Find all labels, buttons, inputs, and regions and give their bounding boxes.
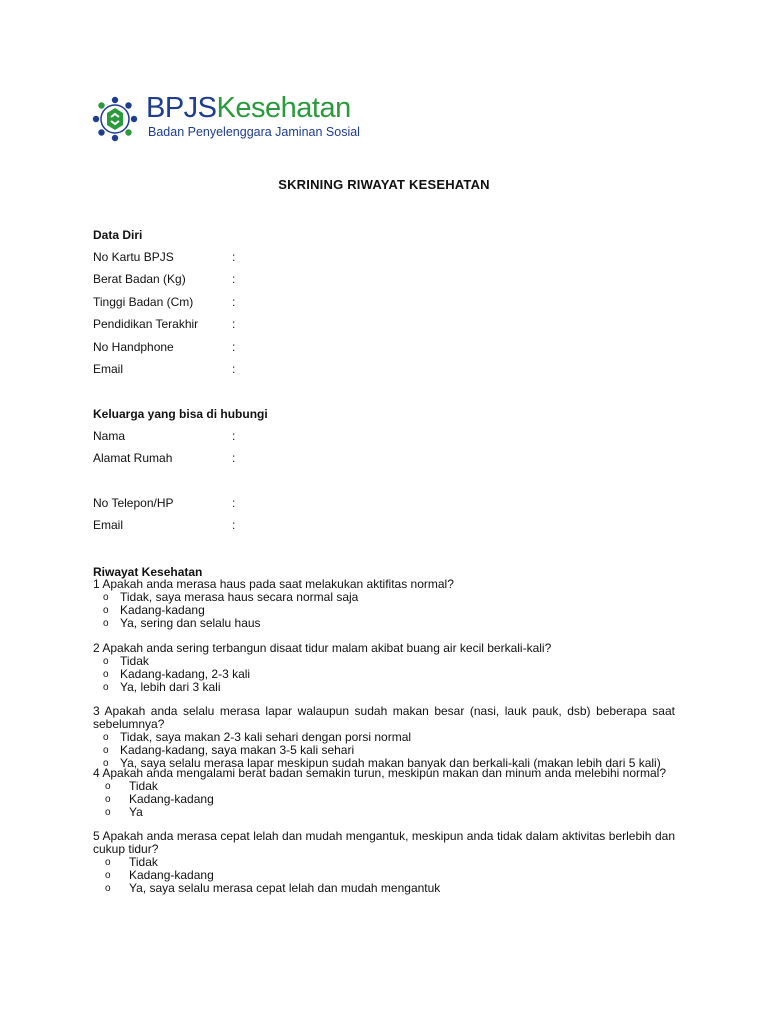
field-colon: : [232, 451, 236, 465]
field-label-alamat: Alamat Rumah [93, 451, 173, 465]
option-bullet: o [105, 807, 111, 818]
question-3-option-1: Tidak, saya makan 2-3 kali sehari dengan porsi normal [120, 730, 412, 744]
field-colon: : [232, 295, 236, 309]
question-4: 4 Apakah anda mengalami berat badan semakin turun, meskipun makan dan minum anda melebihi normal? [93, 766, 667, 780]
question-5: 5 Apakah anda merasa cepat lelah dan mudah mengantuk, meskipun anda tidak dalam aktivitas berlebih dan cukup tidur? [93, 829, 675, 856]
field-label-handphone: No Handphone [93, 340, 174, 354]
field-label-pendidikan: Pendidikan Terakhir [93, 317, 199, 331]
document-title: SKRINING RIWAYAT KESEHATAN [278, 177, 490, 192]
field-colon: : [232, 340, 236, 354]
question-2-option-2: Kadang-kadang, 2-3 kali [120, 667, 251, 681]
question-4-option-1: Tidak [129, 779, 158, 793]
field-colon: : [232, 362, 236, 376]
field-colon: : [232, 429, 236, 443]
question-2-option-3: Ya, lebih dari 3 kali [120, 680, 221, 694]
question-1-option-1: Tidak, saya merasa haus secara normal saja [120, 590, 359, 604]
question-4-option-2: Kadang-kadang [129, 792, 214, 806]
bpjs-emblem-icon [92, 96, 138, 142]
option-bullet: o [105, 794, 111, 805]
option-bullet: o [103, 732, 109, 743]
field-colon: : [232, 496, 236, 510]
bpjs-logo [92, 92, 362, 144]
section-heading-keluarga: Keluarga yang bisa di hubungi [93, 407, 268, 421]
option-bullet: o [103, 682, 109, 693]
question-1-option-3: Ya, sering dan selalu haus [120, 616, 261, 630]
question-1-option-2: Kadang-kadang [120, 603, 205, 617]
question-2: 2 Apakah anda sering terbangun disaat tidur malam akibat buang air kecil berkali-kali? [93, 641, 552, 655]
question-3-option-3: Ya, saya selalu merasa lapar meskipun sudah makan banyak dan berkali-kali (makan lebih dari 5 kali) [120, 756, 661, 770]
option-bullet: o [103, 669, 109, 680]
section-heading-data-diri: Data Diri [93, 228, 143, 242]
field-label-email: Email [93, 362, 124, 376]
field-colon: : [232, 518, 236, 532]
brand-name [146, 92, 351, 125]
question-5-option-2: Kadang-kadang [129, 868, 214, 882]
brand-name-bpjs: BPJS [146, 92, 217, 124]
brand-name-kesehatan: Kesehatan [216, 92, 351, 124]
section-heading-riwayat: Riwayat Kesehatan [93, 565, 203, 579]
question-3-option-2: Kadang-kadang, saya makan 3-5 kali sehari [120, 743, 355, 757]
option-bullet: o [103, 758, 109, 769]
field-colon: : [232, 272, 236, 286]
option-bullet: o [105, 857, 111, 868]
option-bullet: o [103, 745, 109, 756]
option-bullet: o [105, 781, 111, 792]
field-label-telepon: No Telepon/HP [93, 496, 174, 510]
option-bullet: o [103, 592, 109, 603]
option-bullet: o [103, 656, 109, 667]
question-3: 3 Apakah anda selalu merasa lapar walaupun sudah makan besar (nasi, lauk pauk, dsb) beberapa saat sebelumnya? [93, 704, 675, 731]
option-bullet: o [105, 883, 111, 894]
option-bullet: o [103, 605, 109, 616]
field-label-berat-badan: Berat Badan (Kg) [93, 272, 186, 286]
question-4-option-3: Ya [129, 805, 143, 819]
field-colon: : [232, 317, 236, 331]
question-1: 1 Apakah anda merasa haus pada saat melakukan aktifitas normal? [93, 577, 454, 591]
field-colon: : [232, 250, 236, 264]
question-2-option-1: Tidak [120, 654, 149, 668]
field-label-nama: Nama [93, 429, 126, 443]
option-bullet: o [103, 618, 109, 629]
brand-tagline: Badan Penyelenggara Jaminan Sosial [148, 125, 360, 139]
field-label-email-keluarga: Email [93, 518, 124, 532]
field-label-tinggi-badan: Tinggi Badan (Cm) [93, 295, 194, 309]
option-bullet: o [105, 870, 111, 881]
field-label-no-kartu: No Kartu BPJS [93, 250, 174, 264]
question-5-option-3: Ya, saya selalu merasa cepat lelah dan mudah mengantuk [129, 881, 441, 895]
question-5-option-1: Tidak [129, 855, 158, 869]
